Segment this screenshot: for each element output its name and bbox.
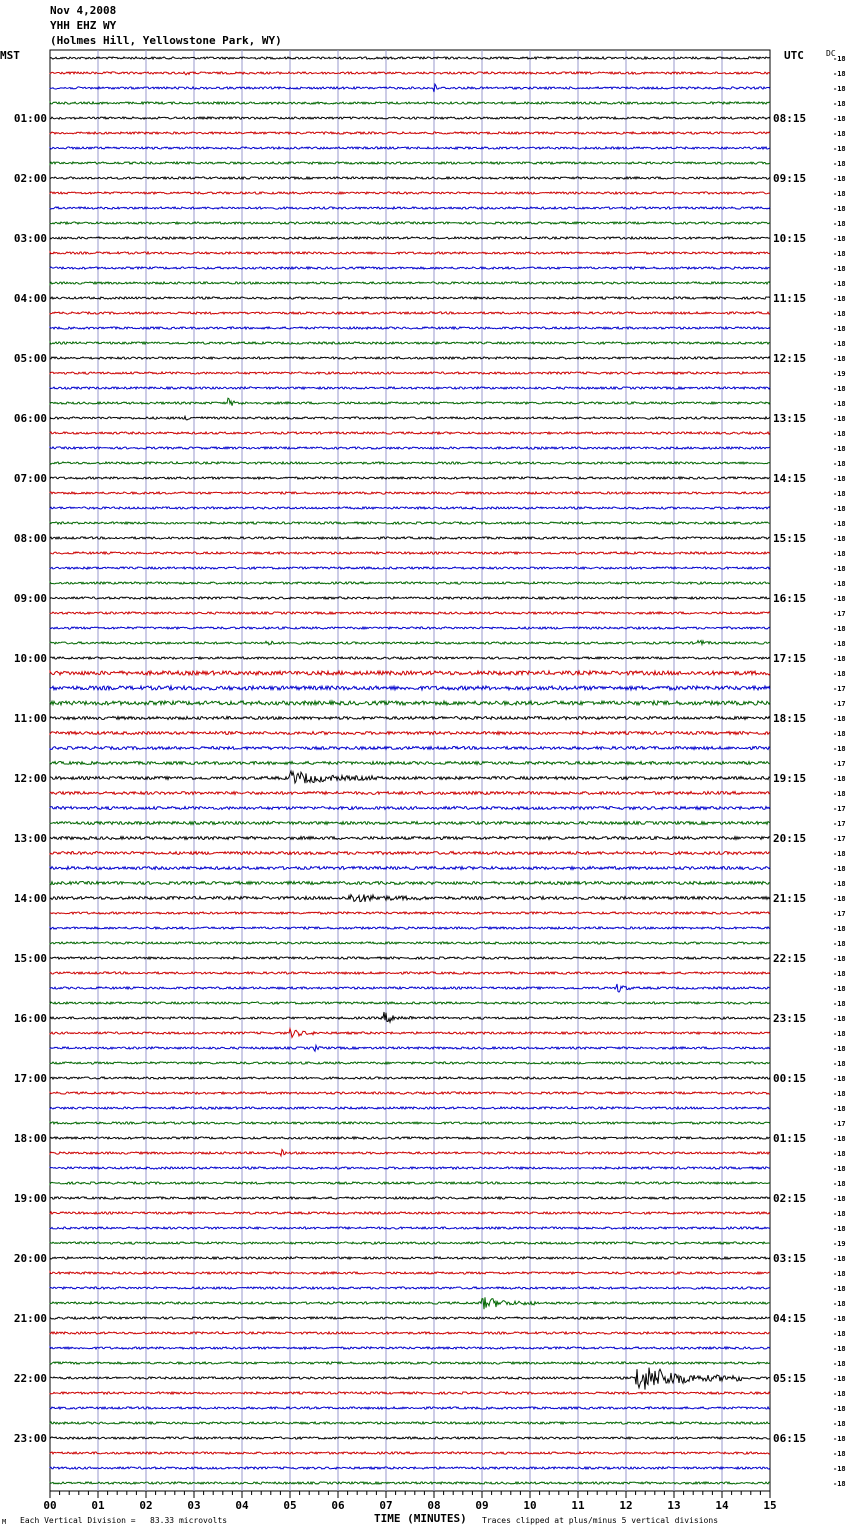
station-code: YHH EHZ WY xyxy=(50,19,117,32)
dc-offset-label: -18 xyxy=(833,1150,846,1158)
dc-offset-label: -18 xyxy=(833,145,846,153)
dc-offset-label: -18 xyxy=(833,160,846,168)
dc-offset-label: -18 xyxy=(833,790,846,798)
dc-offset-label: -18 xyxy=(833,1195,846,1203)
trace-line xyxy=(50,837,770,840)
trace-line xyxy=(50,1167,770,1169)
dc-offset-label: -18 xyxy=(833,1255,846,1263)
dc-offset-label: -18 xyxy=(833,1135,846,1143)
trace-line xyxy=(50,1317,770,1319)
dc-offset-label: -18 xyxy=(833,280,846,288)
dc-offset-label: -18 xyxy=(833,355,846,363)
x-tick-label: 00 xyxy=(43,1499,57,1512)
trace-line xyxy=(50,1437,770,1439)
x-tick-label: 03 xyxy=(187,1499,201,1512)
utc-hour-label: 11:15 xyxy=(773,292,807,305)
trace-line xyxy=(50,1182,770,1184)
dc-offset-label: -18 xyxy=(833,865,846,873)
utc-hour-label: 05:15 xyxy=(773,1372,807,1385)
dc-offset-label: -18 xyxy=(833,1450,846,1458)
trace-line xyxy=(50,312,770,314)
dc-offset-label: -18 xyxy=(833,985,846,993)
trace-line xyxy=(50,912,770,914)
trace-line xyxy=(50,1287,770,1289)
dc-offset-label: -18 xyxy=(833,70,846,78)
trace-line xyxy=(50,1392,770,1394)
trace-line xyxy=(50,222,770,224)
dc-offset-label: -18 xyxy=(833,1405,846,1413)
trace-line xyxy=(50,282,770,284)
dc-offset-label: -18 xyxy=(833,925,846,933)
trace-line xyxy=(50,1368,770,1390)
dc-label: DC xyxy=(826,49,836,58)
mst-hour-label: 17:00 xyxy=(13,1072,47,1085)
utc-hour-label: 17:15 xyxy=(773,652,807,665)
dc-offset-label: -18 xyxy=(833,250,846,258)
dc-offset-label: -18 xyxy=(833,1390,846,1398)
mst-hour-label: 06:00 xyxy=(13,412,47,425)
x-tick-label: 14 xyxy=(715,1499,729,1512)
dc-offset-label: -18 xyxy=(833,460,846,468)
trace-line xyxy=(50,582,770,584)
mst-hour-label: 20:00 xyxy=(13,1252,47,1265)
trace-line xyxy=(50,252,770,254)
dc-offset-label: -18 xyxy=(833,85,846,93)
corner-mark: M xyxy=(2,1518,7,1526)
mst-hour-label: 01:00 xyxy=(13,112,47,125)
station-location: (Holmes Hill, Yellowstone Park, WY) xyxy=(50,34,282,47)
trace-line xyxy=(50,771,770,783)
trace-line xyxy=(50,432,770,434)
mst-hour-label: 11:00 xyxy=(13,712,47,725)
dc-offset-label: -18 xyxy=(833,940,846,948)
dc-offset-label: -18 xyxy=(833,295,846,303)
mst-hour-label: 23:00 xyxy=(13,1432,47,1445)
trace-line xyxy=(50,1092,770,1094)
dc-offset-label: -18 xyxy=(833,1480,846,1488)
trace-line xyxy=(50,1150,770,1156)
utc-hour-label: 16:15 xyxy=(773,592,807,605)
utc-hour-label: 20:15 xyxy=(773,832,807,845)
utc-hour-label: 22:15 xyxy=(773,952,807,965)
utc-hour-label: 03:15 xyxy=(773,1252,807,1265)
trace-line xyxy=(50,657,770,659)
dc-offset-label: -18 xyxy=(833,55,846,63)
utc-hour-label: 04:15 xyxy=(773,1312,807,1325)
dc-offset-label: -17 xyxy=(833,820,846,828)
trace-line xyxy=(50,117,770,119)
dc-offset-label: -18 xyxy=(833,1225,846,1233)
trace-line xyxy=(50,984,770,992)
trace-line xyxy=(50,297,770,299)
mst-hour-label: 22:00 xyxy=(13,1372,47,1385)
dc-offset-label: -18 xyxy=(833,955,846,963)
dc-offset-label: -18 xyxy=(833,310,846,318)
dc-offset-label: -18 xyxy=(833,1180,846,1188)
x-tick-label: 09 xyxy=(475,1499,489,1512)
x-tick-label: 15 xyxy=(763,1499,777,1512)
trace-line xyxy=(50,1197,770,1199)
dc-offset-label: -18 xyxy=(833,1270,846,1278)
dc-offset-label: -18 xyxy=(833,325,846,333)
utc-hour-label: 23:15 xyxy=(773,1012,807,1025)
utc-hour-label: 02:15 xyxy=(773,1192,807,1205)
trace-line xyxy=(50,537,770,539)
trace-line xyxy=(50,84,770,92)
utc-hour-label: 01:15 xyxy=(773,1132,807,1145)
mst-hour-label: 21:00 xyxy=(13,1312,47,1325)
trace-line xyxy=(50,552,770,554)
mst-hour-label: 02:00 xyxy=(13,172,47,185)
dc-offset-label: -18 xyxy=(833,1045,846,1053)
mst-hour-label: 19:00 xyxy=(13,1192,47,1205)
trace-line xyxy=(50,1362,770,1364)
dc-offset-label: -18 xyxy=(833,625,846,633)
dc-offset-label: -18 xyxy=(833,1345,846,1353)
trace-line xyxy=(50,807,770,810)
trace-line xyxy=(50,1297,770,1309)
trace-line xyxy=(50,342,770,344)
dc-offset-label: -17 xyxy=(833,1120,846,1128)
trace-line xyxy=(50,895,770,902)
utc-hour-label: 08:15 xyxy=(773,112,807,125)
dc-offset-label: -18 xyxy=(833,175,846,183)
dc-offset-label: -18 xyxy=(833,1435,846,1443)
trace-line xyxy=(50,327,770,329)
utc-hour-label: 14:15 xyxy=(773,472,807,485)
dc-offset-label: -17 xyxy=(833,910,846,918)
trace-line xyxy=(50,507,770,509)
dc-offset-label: -18 xyxy=(833,1210,846,1218)
trace-line xyxy=(50,72,770,75)
dc-offset-label: -18 xyxy=(833,415,846,423)
dc-offset-label: -18 xyxy=(833,1360,846,1368)
dc-offset-label: -18 xyxy=(833,1330,846,1338)
x-tick-label: 12 xyxy=(619,1499,633,1512)
seismogram-date: Nov 4,2008 xyxy=(50,4,117,17)
trace-line xyxy=(50,357,770,359)
trace-line xyxy=(50,822,770,825)
mst-hour-label: 05:00 xyxy=(13,352,47,365)
trace-line xyxy=(50,1002,770,1004)
dc-offset-label: -18 xyxy=(833,595,846,603)
mst-hour-label: 09:00 xyxy=(13,592,47,605)
mst-hour-label: 10:00 xyxy=(13,652,47,665)
dc-offset-label: -19 xyxy=(833,370,846,378)
dc-offset-label: -18 xyxy=(833,205,846,213)
plot-frame xyxy=(50,50,770,1491)
trace-line xyxy=(50,132,770,134)
trace-line xyxy=(50,102,770,104)
trace-line xyxy=(50,1137,770,1139)
dc-offset-label: -18 xyxy=(833,715,846,723)
dc-offset-label: -18 xyxy=(833,745,846,753)
trace-line xyxy=(50,1012,770,1022)
trace-line xyxy=(50,747,770,750)
trace-line xyxy=(50,462,770,464)
dc-offset-label: -18 xyxy=(833,1375,846,1383)
trace-line xyxy=(50,1422,770,1424)
clip-note: Traces clipped at plus/minus 5 vertical divisions xyxy=(482,1516,719,1525)
dc-offset-label: -17 xyxy=(833,805,846,813)
trace-line xyxy=(50,522,770,524)
dc-offset-label: -17 xyxy=(833,700,846,708)
trace-line xyxy=(50,792,770,795)
trace-line xyxy=(50,398,770,406)
utc-hour-label: 18:15 xyxy=(773,712,807,725)
trace-line xyxy=(50,852,770,855)
dc-offset-label: -18 xyxy=(833,580,846,588)
dc-offset-label: -18 xyxy=(833,115,846,123)
mst-label: MST xyxy=(0,49,20,62)
dc-offset-label: -18 xyxy=(833,850,846,858)
dc-offset-label: -18 xyxy=(833,1000,846,1008)
mst-hour-label: 08:00 xyxy=(13,532,47,545)
trace-line xyxy=(50,192,770,194)
mst-hour-label: 15:00 xyxy=(13,952,47,965)
dc-offset-label: -18 xyxy=(833,730,846,738)
trace-line xyxy=(50,942,770,944)
trace-line xyxy=(50,1467,770,1469)
trace-line xyxy=(50,686,770,690)
dc-offset-label: -18 xyxy=(833,400,846,408)
dc-offset-label: -18 xyxy=(833,655,846,663)
trace-line xyxy=(50,567,770,569)
trace-line xyxy=(50,162,770,164)
x-tick-label: 06 xyxy=(331,1499,345,1512)
x-tick-label: 13 xyxy=(667,1499,681,1512)
trace-line xyxy=(50,627,770,629)
x-tick-label: 08 xyxy=(427,1499,441,1512)
dc-offset-label: -18 xyxy=(833,445,846,453)
trace-line xyxy=(50,882,770,885)
trace-line xyxy=(50,147,770,149)
mst-hour-label: 16:00 xyxy=(13,1012,47,1025)
x-tick-label: 04 xyxy=(235,1499,249,1512)
trace-line xyxy=(50,207,770,209)
trace-line xyxy=(50,477,770,479)
trace-line xyxy=(50,1045,770,1051)
dc-offset-label: -18 xyxy=(833,880,846,888)
vertical-scale-note: Each Vertical Division = 83.33 microvolts xyxy=(20,1516,228,1525)
trace-line xyxy=(50,1242,770,1244)
dc-offset-label: -18 xyxy=(833,640,846,648)
dc-offset-label: -18 xyxy=(833,565,846,573)
trace-line xyxy=(50,447,770,449)
utc-hour-label: 15:15 xyxy=(773,532,807,545)
mst-hour-label: 07:00 xyxy=(13,472,47,485)
trace-line xyxy=(50,1062,770,1064)
dc-offset-label: -18 xyxy=(833,970,846,978)
x-tick-label: 01 xyxy=(91,1499,105,1512)
dc-offset-label: -18 xyxy=(833,475,846,483)
utc-hour-label: 21:15 xyxy=(773,892,807,905)
x-tick-label: 10 xyxy=(523,1499,537,1512)
trace-line xyxy=(50,372,770,374)
trace-line xyxy=(50,867,770,870)
dc-offset-label: -18 xyxy=(833,1300,846,1308)
mst-hour-label: 04:00 xyxy=(13,292,47,305)
trace-line xyxy=(50,387,770,389)
dc-offset-label: -17 xyxy=(833,610,846,618)
dc-offset-label: -18 xyxy=(833,385,846,393)
dc-offset-label: -18 xyxy=(833,130,846,138)
trace-line xyxy=(50,1227,770,1229)
dc-offset-label: -18 xyxy=(833,505,846,513)
dc-offset-label: -18 xyxy=(833,190,846,198)
dc-offset-label: -18 xyxy=(833,220,846,228)
x-tick-label: 07 xyxy=(379,1499,393,1512)
utc-hour-label: 13:15 xyxy=(773,412,807,425)
trace-line xyxy=(50,927,770,929)
mst-hour-label: 12:00 xyxy=(13,772,47,785)
trace-line xyxy=(50,492,770,494)
x-tick-label: 11 xyxy=(571,1499,585,1512)
mst-hour-label: 14:00 xyxy=(13,892,47,905)
dc-offset-label: -18 xyxy=(833,1105,846,1113)
dc-offset-label: -17 xyxy=(833,835,846,843)
trace-line xyxy=(50,701,770,705)
trace-line xyxy=(50,1452,770,1454)
trace-line xyxy=(50,717,770,720)
mst-hour-label: 03:00 xyxy=(13,232,47,245)
utc-hour-label: 19:15 xyxy=(773,772,807,785)
dc-offset-label: -18 xyxy=(833,1465,846,1473)
dc-offset-label: -18 xyxy=(833,1030,846,1038)
dc-offset-label: -18 xyxy=(833,1165,846,1173)
mst-hour-label: 18:00 xyxy=(13,1132,47,1145)
dc-offset-label: -18 xyxy=(833,1420,846,1428)
dc-offset-label: -18 xyxy=(833,1315,846,1323)
dc-offset-label: -18 xyxy=(833,1060,846,1068)
trace-line xyxy=(50,1272,770,1274)
dc-offset-label: -18 xyxy=(833,535,846,543)
utc-hour-label: 12:15 xyxy=(773,352,807,365)
trace-line xyxy=(50,1122,770,1124)
dc-offset-label: -18 xyxy=(833,430,846,438)
trace-line xyxy=(50,1482,770,1484)
dc-offset-label: -18 xyxy=(833,1285,846,1293)
trace-line xyxy=(50,612,770,614)
trace-line xyxy=(50,1077,770,1079)
trace-line xyxy=(50,1332,770,1334)
dc-offset-label: -18 xyxy=(833,100,846,108)
dc-offset-label: -18 xyxy=(833,1075,846,1083)
dc-offset-label: -18 xyxy=(833,235,846,243)
dc-offset-label: -18 xyxy=(833,775,846,783)
trace-line xyxy=(50,1347,770,1349)
dc-offset-label: -18 xyxy=(833,550,846,558)
dc-offset-label: -19 xyxy=(833,1240,846,1248)
dc-offset-label: -18 xyxy=(833,265,846,273)
dc-offset-label: -18 xyxy=(833,1090,846,1098)
trace-line xyxy=(50,267,770,269)
trace-line xyxy=(50,57,770,59)
trace-line xyxy=(50,972,770,974)
mst-hour-label: 13:00 xyxy=(13,832,47,845)
dc-offset-label: -17 xyxy=(833,760,846,768)
dc-offset-label: -18 xyxy=(833,895,846,903)
trace-line xyxy=(50,597,770,599)
dc-offset-label: -18 xyxy=(833,490,846,498)
trace-line xyxy=(50,1029,770,1038)
utc-hour-label: 10:15 xyxy=(773,232,807,245)
trace-line xyxy=(50,1407,770,1409)
trace-line xyxy=(50,177,770,179)
x-axis-label: TIME (MINUTES) xyxy=(374,1512,467,1525)
dc-offset-label: -18 xyxy=(833,670,846,678)
trace-line xyxy=(50,732,770,735)
trace-line xyxy=(50,1257,770,1259)
utc-hour-label: 00:15 xyxy=(773,1072,807,1085)
trace-line xyxy=(50,957,770,959)
dc-offset-label: -17 xyxy=(833,685,846,693)
trace-line xyxy=(50,641,770,645)
trace-line xyxy=(50,1212,770,1214)
trace-line xyxy=(50,237,770,239)
dc-offset-label: -18 xyxy=(833,520,846,528)
trace-line xyxy=(50,671,770,675)
trace-line xyxy=(50,1107,770,1109)
utc-label: UTC xyxy=(784,49,804,62)
utc-hour-label: 06:15 xyxy=(773,1432,807,1445)
x-tick-label: 02 xyxy=(139,1499,153,1512)
x-tick-label: 05 xyxy=(283,1499,297,1512)
trace-line xyxy=(50,762,770,765)
trace-line xyxy=(50,416,770,420)
dc-offset-label: -18 xyxy=(833,340,846,348)
utc-hour-label: 09:15 xyxy=(773,172,807,185)
dc-offset-label: -18 xyxy=(833,1015,846,1023)
